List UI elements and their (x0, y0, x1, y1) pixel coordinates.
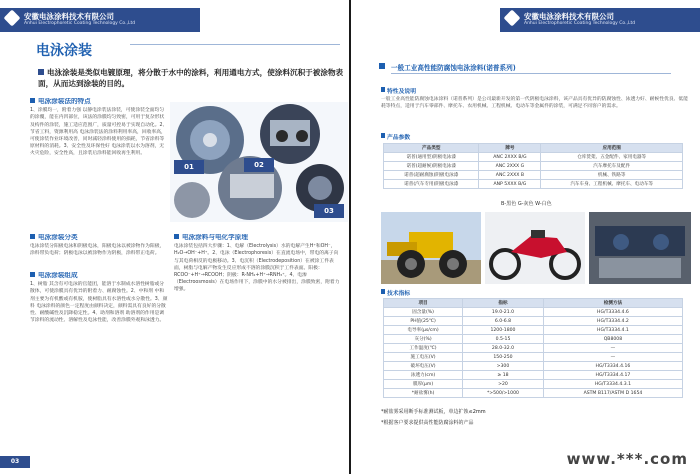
table-header: 产品类型 (384, 144, 479, 153)
section-text: 电泳涂装分阳极电泳和阴极电泳，阳极电泳以被涂物作为阳极，涂料带负电荷；阴极电泳以被涂物作为阴极，涂料带正电荷。 (30, 244, 165, 257)
company-logo-icon (4, 10, 21, 27)
table-row: PH值(25℃) 6.0-6.8 HG/T3334.4.2 (384, 317, 683, 326)
table-row: 诺普(通用型)阴极电泳漆 ANC 2XXX B/G 仓库货架、五金配件、家用电器等 (384, 153, 683, 162)
page-number: 03 (0, 456, 30, 468)
left-header-banner (0, 8, 200, 32)
title-divider (130, 44, 340, 45)
section-marker-icon (30, 272, 35, 277)
color-codes: B-黑色 G-灰色 W-白色 (501, 201, 552, 207)
section-heading: 电泳涂料与电化学原理 (174, 234, 342, 241)
subtitle-marker-icon (379, 63, 385, 69)
company-name-cn: 安徽电泳涂料技术有限公司 (24, 12, 114, 21)
features-section (30, 98, 168, 233)
table-row: 诺普(汽车专用)阴极电泳漆 ANP 5XXX B/G 汽车车身、工程机械、摩托车、电动车等 (384, 180, 683, 189)
section-text: 电泳涂装包括四大步骤：1、电解（Electrolysis）水的电解产生H⁺和OH⁻，H₂O→OH⁻+H⁺。2、电泳（Electrophoresis）在直流电场中，带电的离子向与其电荷相反的电极移动。3、电沉积（Electrodeposition）在被涂工件表面，树脂与电解产物发生反应形成不溶的涂膜沉积于工件表面。阳极：RCOO⁻+H⁺→RCOOH；阴极：R-NH₂+H⁺→RNH₃⁺。4、电渗（Electroosmosis）在电场作用下，涂膜中的水分被排出，涂膜致密，附着力增强。 (174, 244, 340, 293)
bullet-square-icon (38, 69, 44, 75)
photo-number-badge: 02 (244, 158, 274, 172)
table-header: 应用范围 (541, 144, 683, 153)
section-marker-icon (30, 234, 35, 239)
table-row: 破坏电压(V) >300 HG/T3334.4.16 (384, 362, 683, 371)
table-header-row (384, 299, 683, 308)
table-row: 灰分(%) 0.5-15 QB8008 (384, 335, 683, 344)
table-header: 检测方法 (543, 299, 682, 308)
section-label: 产品参数 (381, 132, 410, 141)
right-page (351, 0, 700, 474)
product-photo-collage (170, 102, 348, 222)
table-header: 指标 (463, 299, 544, 308)
table-header-row (384, 144, 683, 153)
company-name-en: Anhui Electrophoretic Coating Technology Co.,Ltd (524, 21, 636, 26)
description-text: 一般工业高性能防腐蚀电泳涂料（诺普系列）是公司最新开发的第一代阴极电泳涂料，该产品具有优异的防腐蚀性、泳透力好、耐候性优良、低能耗等特点，适用于汽车零部件、摩托车、农用机械、工程机械、电动车等金属件的涂装，可满足不同客户的需求。 (381, 97, 689, 110)
table-row: 诺普(超耐腐蚀)阴极电泳漆 ANC 2XXX B 机械、铁路等 (384, 171, 683, 180)
table-header: 牌号 (479, 144, 541, 153)
company-name-cn: 安徽电泳涂料技术有限公司 (524, 12, 614, 21)
application-photos-graphic (381, 212, 691, 284)
section-marker-icon (30, 98, 35, 103)
table-row: 泳透力(cm) ≥ 18 HG/T3334.4.17 (384, 371, 683, 380)
subtitle-divider (391, 73, 671, 74)
photo-number-badge: 03 (314, 204, 344, 218)
intro-text: 电泳涂装是类似电镀原理，将分散于水中的涂料，利用通电方式，使涂料沉积于被涂物表面，从而达到涂装的目的。 (38, 68, 344, 88)
section-heading: 电泳涂装法的特点 (30, 98, 168, 105)
intro-paragraph (38, 67, 346, 89)
section-label: 特性及说明 (381, 86, 416, 95)
section-marker-icon (174, 234, 179, 239)
section-heading: 电泳涂装组成 (30, 272, 168, 279)
footnote: *根据客户要求提供高性能防腐涂料的产品 (381, 420, 474, 426)
page-title: 电泳涂装 (36, 43, 92, 59)
section-label: 技术指标 (381, 288, 410, 297)
table-row: 固含量(%) 19.0-21.0 HG/T3334.4.6 (384, 308, 683, 317)
table-row: 工作温度(℃) 28.0-32.0 — (384, 344, 683, 353)
spec-table (383, 298, 683, 398)
principle-section (174, 234, 342, 448)
section-heading: 电泳涂装分类 (30, 234, 168, 241)
application-photos (381, 212, 691, 284)
table-header: 项目 (384, 299, 463, 308)
section-text: 1、涂膜均一，附着力强 以静电涂装法涂装，可使涂装全面均匀的涂覆，能在内凹部位，该法的涂膜均匀致密，可用于复杂形状及构件的涂装，施工适应范围广，质量可控易于实现自动化。2、节省工料，资源利用高 电泳涂装法的涂料利用率高，回收率高，可使涂装作业环境改善，同时减轻涂料使用的损耗，节省涂料等原材料的消耗。3、安全性及环保性好 电泳涂装以水为溶剂，无火灾危险，安全性高，且涂装后涂料能回收再生利用。 (30, 108, 168, 157)
table-row: 膜厚(μm) >20 HG/T3334.4.3.1 (384, 380, 683, 389)
company-logo-icon (504, 10, 521, 27)
table-row: 诺普(超耐候)阴极电泳漆 ANC 2XXX G 汽车摩托车及配件 (384, 162, 683, 171)
table-row: 电导率(μs/cm) 1200-1800 HG/T3334.4.1 (384, 326, 683, 335)
table-row: 施工电压(V) 150-250 — (384, 353, 683, 362)
right-header-banner (500, 8, 700, 32)
product-table (383, 143, 683, 189)
composition-section (30, 272, 168, 448)
photo-number-badge: 01 (174, 160, 204, 174)
left-page (0, 0, 349, 474)
classification-section (30, 234, 168, 270)
company-name-en: Anhui Electrophoretic Coating Technology Co.,Ltd (24, 21, 136, 26)
table-row: *耐盐雾(h) *>500/>1000 ASTM B117/ASTM D 1654 (384, 389, 683, 398)
product-series-title: 一般工业高性能防腐蚀电泳涂料(诺普系列) (391, 64, 516, 72)
watermark: www.***.com (566, 450, 688, 468)
footnote: *耐盐雾采用断手标准测试板，单边扩蚀≤2mm (381, 409, 486, 415)
section-text: 1、树脂 其含有可电泳的官能团，能溶于水制成水溶性树脂或分散体，可使涂膜具有优异的附着力、耐腐蚀性。2、中和剂 中和剂主要为有机酸或有机胺，使树脂具有水溶性或水分散性。3、颜料 电泳涂料的颜色一定程度由颜料决定，颜料需具有良好的分散性、耐酸碱性及沉降稳定性。4、助剂和溶剂 助溶剂的作用是调节涂料的流动性、溶解性及电泳性能，改善涂膜外观和泳透力。 (30, 282, 168, 324)
